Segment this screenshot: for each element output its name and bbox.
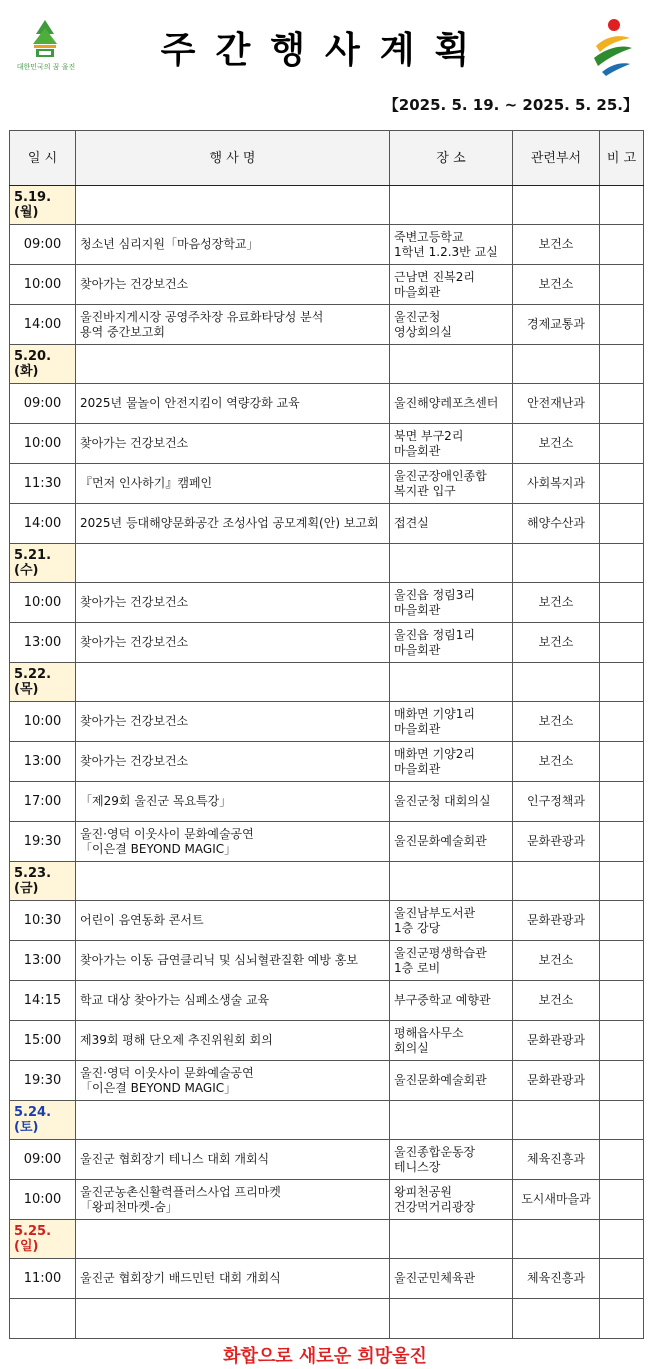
day-label: 5.22.(목) bbox=[10, 663, 76, 702]
event-place: 울진해양레포츠센터 bbox=[390, 384, 513, 424]
event-place: 왕피천공원 건강먹거리광장 bbox=[390, 1180, 513, 1220]
event-department: 보건소 bbox=[513, 583, 600, 623]
event-time: 10:30 bbox=[10, 901, 76, 941]
header-place: 장 소 bbox=[390, 131, 513, 186]
empty-cell bbox=[76, 345, 390, 384]
event-name: 찾아가는 건강보건소 bbox=[76, 623, 390, 663]
event-place: 울진군평생학습관 1층 로비 bbox=[390, 941, 513, 981]
event-name: 찾아가는 건강보건소 bbox=[76, 424, 390, 464]
event-time: 14:15 bbox=[10, 981, 76, 1021]
empty-cell bbox=[76, 186, 390, 225]
event-remarks bbox=[600, 265, 644, 305]
empty-cell bbox=[390, 862, 513, 901]
event-department: 보건소 bbox=[513, 424, 600, 464]
empty-cell bbox=[390, 1299, 513, 1339]
event-name: 울진바지게시장 공영주차장 유료화타당성 분석 용역 중간보고회 bbox=[76, 305, 390, 345]
empty-cell bbox=[513, 1220, 600, 1259]
event-row bbox=[10, 742, 644, 782]
event-name: 제39회 평해 단오제 추진위원회 회의 bbox=[76, 1021, 390, 1061]
empty-cell bbox=[390, 186, 513, 225]
event-time: 10:00 bbox=[10, 265, 76, 305]
day-header-row bbox=[10, 186, 644, 225]
event-remarks bbox=[600, 623, 644, 663]
empty-cell bbox=[390, 663, 513, 702]
logo-caption: 대한민국의 꿈 울진 bbox=[16, 63, 76, 71]
event-remarks bbox=[600, 1259, 644, 1299]
event-remarks bbox=[600, 504, 644, 544]
empty-cell bbox=[76, 862, 390, 901]
day-header-row bbox=[10, 862, 644, 901]
event-remarks bbox=[600, 424, 644, 464]
empty-cell bbox=[600, 345, 644, 384]
event-time: 19:30 bbox=[10, 822, 76, 862]
event-name: 어린이 음연동화 콘서트 bbox=[76, 901, 390, 941]
event-place: 울진군장애인종합 복지관 입구 bbox=[390, 464, 513, 504]
empty-cell bbox=[513, 1101, 600, 1140]
event-name: 2025년 등대해양문화공간 조성사업 공모계획(안) 보고회 bbox=[76, 504, 390, 544]
day-label: 5.19.(월) bbox=[10, 186, 76, 225]
event-name: 「제29회 울진군 목요특강」 bbox=[76, 782, 390, 822]
event-row bbox=[10, 305, 644, 345]
empty-cell bbox=[390, 1101, 513, 1140]
event-remarks bbox=[600, 305, 644, 345]
event-department: 체육진흥과 bbox=[513, 1259, 600, 1299]
event-time: 13:00 bbox=[10, 941, 76, 981]
event-time: 15:00 bbox=[10, 1021, 76, 1061]
day-header-row bbox=[10, 663, 644, 702]
event-place: 울진종합운동장 테니스장 bbox=[390, 1140, 513, 1180]
header-datetime: 일 시 bbox=[10, 131, 76, 186]
event-row bbox=[10, 424, 644, 464]
event-place: 울진군민체육관 bbox=[390, 1259, 513, 1299]
event-remarks bbox=[600, 742, 644, 782]
event-time: 10:00 bbox=[10, 1180, 76, 1220]
event-name: 학교 대상 찾아가는 심폐소생술 교육 bbox=[76, 981, 390, 1021]
event-remarks bbox=[600, 464, 644, 504]
event-remarks bbox=[600, 583, 644, 623]
event-name: 울진·영덕 이웃사이 문화예술공연 「이은결 BEYOND MAGIC」 bbox=[76, 1061, 390, 1101]
event-place: 울진문화예술회관 bbox=[390, 1061, 513, 1101]
empty-cell bbox=[513, 544, 600, 583]
empty-cell bbox=[600, 862, 644, 901]
event-department: 안전재난과 bbox=[513, 384, 600, 424]
event-department: 해양수산과 bbox=[513, 504, 600, 544]
event-place: 북면 부구2리 마을회관 bbox=[390, 424, 513, 464]
header-remarks: 비 고 bbox=[600, 131, 644, 186]
event-department: 문화관광과 bbox=[513, 1061, 600, 1101]
event-name: 울진군 협회장기 테니스 대회 개회식 bbox=[76, 1140, 390, 1180]
event-department: 문화관광과 bbox=[513, 822, 600, 862]
event-department: 보건소 bbox=[513, 981, 600, 1021]
day-header-row bbox=[10, 544, 644, 583]
empty-cell bbox=[513, 663, 600, 702]
empty-cell bbox=[76, 1220, 390, 1259]
event-place: 평해읍사무소 회의실 bbox=[390, 1021, 513, 1061]
event-place: 울진문화예술회관 bbox=[390, 822, 513, 862]
event-department: 보건소 bbox=[513, 225, 600, 265]
uljin-symbol-icon bbox=[592, 16, 634, 76]
event-department: 문화관광과 bbox=[513, 901, 600, 941]
event-place: 매화면 기양2리 마을회관 bbox=[390, 742, 513, 782]
empty-cell bbox=[10, 1299, 76, 1339]
empty-cell bbox=[513, 1299, 600, 1339]
event-row bbox=[10, 981, 644, 1021]
event-remarks bbox=[600, 822, 644, 862]
event-name: 찾아가는 건강보건소 bbox=[76, 265, 390, 305]
event-name: 울진군 협회장기 배드민턴 대회 개회식 bbox=[76, 1259, 390, 1299]
event-department: 체육진흥과 bbox=[513, 1140, 600, 1180]
table-header-row bbox=[10, 131, 644, 186]
event-department: 보건소 bbox=[513, 623, 600, 663]
day-header-row bbox=[10, 1220, 644, 1259]
event-row bbox=[10, 901, 644, 941]
event-name: 청소년 심리지원「마음성장학교」 bbox=[76, 225, 390, 265]
empty-cell bbox=[513, 862, 600, 901]
event-time: 09:00 bbox=[10, 225, 76, 265]
event-department: 경제교통과 bbox=[513, 305, 600, 345]
event-time: 11:00 bbox=[10, 1259, 76, 1299]
event-department: 문화관광과 bbox=[513, 1021, 600, 1061]
header-event-name: 행 사 명 bbox=[76, 131, 390, 186]
event-department: 사회복지과 bbox=[513, 464, 600, 504]
empty-cell bbox=[390, 1220, 513, 1259]
empty-cell bbox=[600, 186, 644, 225]
empty-cell bbox=[76, 663, 390, 702]
event-department: 도시새마을과 bbox=[513, 1180, 600, 1220]
event-time: 09:00 bbox=[10, 1140, 76, 1180]
event-remarks bbox=[600, 384, 644, 424]
event-department: 보건소 bbox=[513, 742, 600, 782]
page-title: 주간행사계획 bbox=[160, 30, 490, 71]
event-row bbox=[10, 384, 644, 424]
empty-cell bbox=[600, 544, 644, 583]
event-remarks bbox=[600, 1061, 644, 1101]
event-time: 10:00 bbox=[10, 702, 76, 742]
event-name: 찾아가는 건강보건소 bbox=[76, 702, 390, 742]
event-row bbox=[10, 504, 644, 544]
event-remarks bbox=[600, 901, 644, 941]
event-row bbox=[10, 583, 644, 623]
event-remarks bbox=[600, 225, 644, 265]
event-time: 09:00 bbox=[10, 384, 76, 424]
empty-cell bbox=[76, 1299, 390, 1339]
header-department: 관련부서 bbox=[513, 131, 600, 186]
event-place: 부구중학교 예향관 bbox=[390, 981, 513, 1021]
event-remarks bbox=[600, 1180, 644, 1220]
empty-cell bbox=[76, 544, 390, 583]
event-time: 19:30 bbox=[10, 1061, 76, 1101]
event-time: 11:30 bbox=[10, 464, 76, 504]
event-row bbox=[10, 822, 644, 862]
event-row bbox=[10, 225, 644, 265]
event-department: 보건소 bbox=[513, 265, 600, 305]
event-time: 14:00 bbox=[10, 504, 76, 544]
event-remarks bbox=[600, 1021, 644, 1061]
event-name: 찾아가는 이동 금연클리닉 및 심뇌혈관질환 예방 홍보 bbox=[76, 941, 390, 981]
event-name: 2025년 물놀이 안전지킴이 역량강화 교육 bbox=[76, 384, 390, 424]
footer-slogan: 화합으로 새로운 희망울진 bbox=[223, 1346, 427, 1367]
event-place: 접견실 bbox=[390, 504, 513, 544]
event-row bbox=[10, 265, 644, 305]
day-header-row bbox=[10, 345, 644, 384]
day-header-row bbox=[10, 1101, 644, 1140]
empty-cell bbox=[390, 345, 513, 384]
event-name: 울진군농촌신활력플러스사업 프리마켓 「왕피천마켓-숨」 bbox=[76, 1180, 390, 1220]
event-place: 울진남부도서관 1층 강당 bbox=[390, 901, 513, 941]
empty-cell bbox=[600, 1101, 644, 1140]
event-name: 찾아가는 건강보건소 bbox=[76, 742, 390, 782]
empty-cell bbox=[76, 1101, 390, 1140]
event-row bbox=[10, 941, 644, 981]
event-row bbox=[10, 1180, 644, 1220]
event-remarks bbox=[600, 981, 644, 1021]
event-row bbox=[10, 464, 644, 504]
event-row bbox=[10, 702, 644, 742]
empty-cell bbox=[600, 1220, 644, 1259]
event-place: 울진군청 영상회의실 bbox=[390, 305, 513, 345]
event-name: 『먼저 인사하기』캠페인 bbox=[76, 464, 390, 504]
event-remarks bbox=[600, 941, 644, 981]
event-row bbox=[10, 1140, 644, 1180]
event-row bbox=[10, 1061, 644, 1101]
empty-cell bbox=[390, 544, 513, 583]
event-row bbox=[10, 1021, 644, 1061]
empty-cell bbox=[513, 186, 600, 225]
event-row bbox=[10, 1259, 644, 1299]
event-remarks bbox=[600, 702, 644, 742]
event-place: 죽변고등학교 1학년 1.2.3반 교실 bbox=[390, 225, 513, 265]
event-name: 울진·영덕 이웃사이 문화예술공연 「이은결 BEYOND MAGIC」 bbox=[76, 822, 390, 862]
day-label: 5.23.(금) bbox=[10, 862, 76, 901]
event-time: 14:00 bbox=[10, 305, 76, 345]
event-department: 보건소 bbox=[513, 941, 600, 981]
event-time: 10:00 bbox=[10, 424, 76, 464]
day-label: 5.25.(일) bbox=[10, 1220, 76, 1259]
day-label: 5.20.(화) bbox=[10, 345, 76, 384]
event-remarks bbox=[600, 1140, 644, 1180]
empty-cell bbox=[600, 1299, 644, 1339]
event-row bbox=[10, 623, 644, 663]
event-place: 울진읍 정림1리 마을회관 bbox=[390, 623, 513, 663]
event-place: 매화면 기양1리 마을회관 bbox=[390, 702, 513, 742]
event-time: 10:00 bbox=[10, 583, 76, 623]
document-header bbox=[0, 0, 650, 130]
period-range: 【2025. 5. 19. ~ 2025. 5. 25.】 bbox=[383, 96, 638, 114]
empty-cell bbox=[513, 345, 600, 384]
event-time: 13:00 bbox=[10, 623, 76, 663]
schedule-body bbox=[10, 186, 644, 1339]
weekly-schedule-table bbox=[9, 130, 644, 1339]
event-department: 보건소 bbox=[513, 702, 600, 742]
event-name: 찾아가는 건강보건소 bbox=[76, 583, 390, 623]
day-label: 5.21.(수) bbox=[10, 544, 76, 583]
event-time: 13:00 bbox=[10, 742, 76, 782]
empty-cell bbox=[600, 663, 644, 702]
day-label: 5.24.(토) bbox=[10, 1101, 76, 1140]
event-place: 근남면 진복2리 마을회관 bbox=[390, 265, 513, 305]
event-place: 울진읍 정림3리 마을회관 bbox=[390, 583, 513, 623]
event-place: 울진군청 대회의실 bbox=[390, 782, 513, 822]
event-time: 17:00 bbox=[10, 782, 76, 822]
blank-row bbox=[10, 1299, 644, 1339]
event-remarks bbox=[600, 782, 644, 822]
event-row bbox=[10, 782, 644, 822]
event-department: 인구정책과 bbox=[513, 782, 600, 822]
